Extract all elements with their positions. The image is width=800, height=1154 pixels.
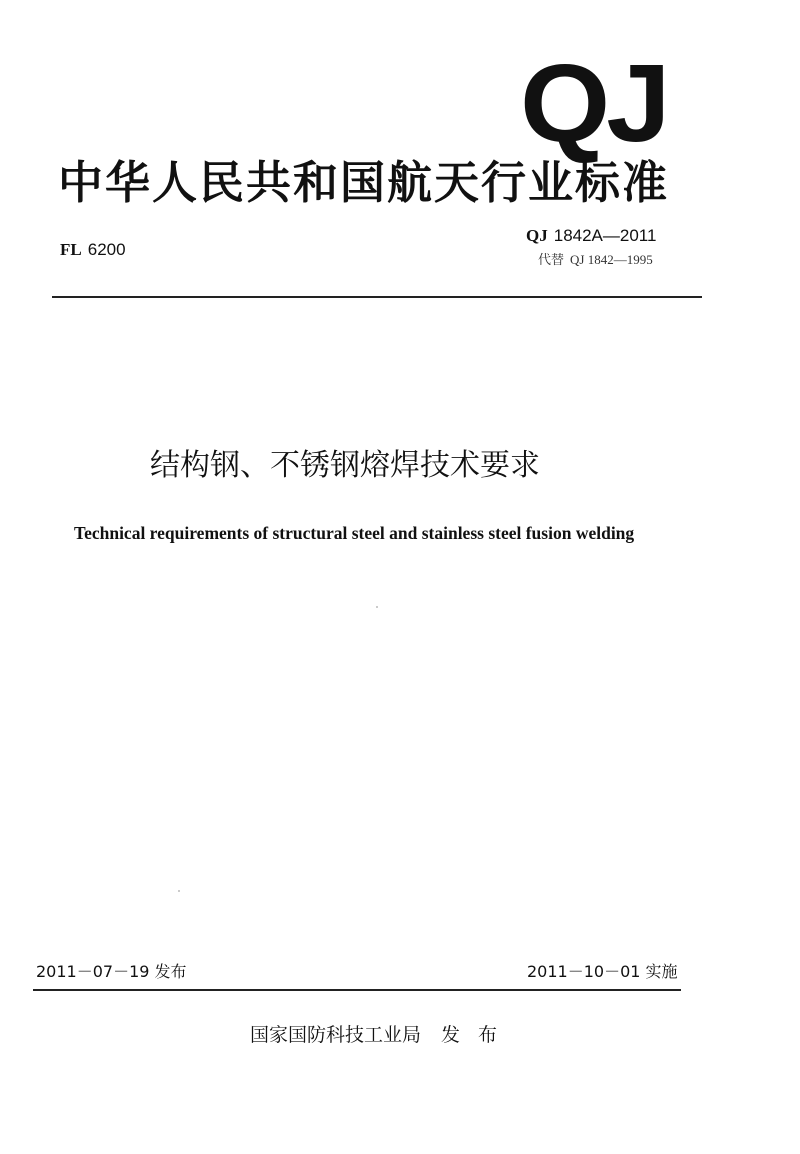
document-title-english: Technical requirements of structural steel and stainless steel fusion welding — [74, 523, 635, 543]
scan-speck — [376, 606, 378, 608]
scan-speck — [178, 890, 180, 892]
standard-number-value: 1842A—2011 — [553, 226, 657, 245]
document-title-chinese: 结构钢、不锈钢熔焊技术要求 — [150, 448, 540, 483]
replaces-note — [538, 249, 653, 268]
standard-prefix: QJ — [526, 226, 548, 245]
issuing-authority — [250, 1020, 503, 1047]
standard-category-title: 中华人民共和国航天行业标准 — [58, 156, 670, 209]
issuer-name: 国家国防科技工业局 — [250, 1024, 422, 1046]
replaces-number: QJ 1842—1995 — [570, 252, 653, 267]
issue-date: 2011－07－19 发布 — [36, 962, 187, 981]
classification-number: 6200 — [87, 240, 126, 259]
standard-logo: QJ — [520, 41, 667, 165]
standard-number — [526, 226, 656, 246]
footer-divider — [33, 989, 681, 991]
header-divider — [52, 296, 702, 298]
classification-prefix: FL — [60, 240, 82, 259]
issuer-action: 发 布 — [441, 1024, 504, 1046]
implementation-date: 2011－10－01 实施 — [527, 962, 678, 981]
classification-code — [60, 240, 126, 260]
replaces-label: 代替 — [538, 252, 565, 267]
